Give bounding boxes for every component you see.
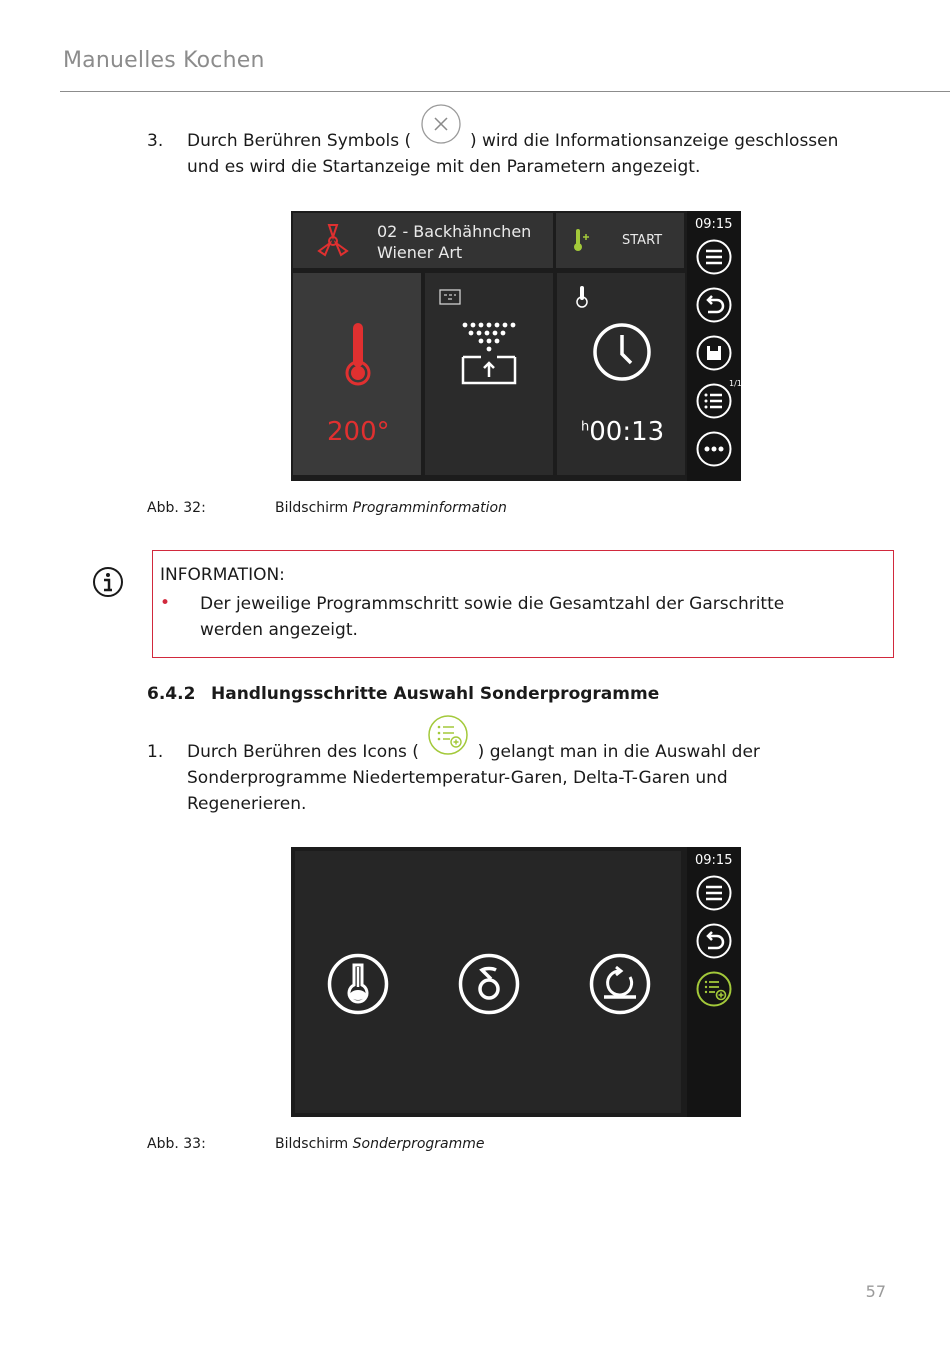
figure-label: Abb. 32: xyxy=(147,500,206,516)
program-selection-area xyxy=(295,851,681,1113)
device-screen-program-info xyxy=(291,211,741,481)
device-screen-special-programs xyxy=(291,847,741,1117)
thermometer-icon xyxy=(341,321,375,391)
caption-text: Bildschirm xyxy=(275,500,353,516)
close-icon xyxy=(419,102,463,154)
special-programs-icon xyxy=(426,713,470,765)
page-indicator: 1/1 xyxy=(729,379,742,388)
info-bullet-text xyxy=(200,591,784,643)
timer-unit: h xyxy=(581,419,590,435)
clock-icon xyxy=(591,321,653,387)
info-icon xyxy=(92,566,124,602)
time-tile[interactable] xyxy=(557,273,685,475)
special-programs-icon[interactable] xyxy=(696,971,732,1007)
save-icon[interactable] xyxy=(696,335,732,371)
step-text xyxy=(187,739,907,817)
figure-caption xyxy=(275,1136,485,1152)
delta-t-program-icon[interactable] xyxy=(458,953,520,1019)
temperature-value: 200° xyxy=(327,417,390,447)
more-icon[interactable] xyxy=(696,431,732,467)
core-probe-icon xyxy=(570,227,590,257)
timer-display xyxy=(581,417,664,447)
step-text-line: Regenerieren. xyxy=(187,794,307,814)
clock-time: 09:15 xyxy=(695,217,733,232)
step-text-part: Durch Berühren Symbols ( xyxy=(187,131,412,151)
section-number: 6.4.2 xyxy=(147,684,196,704)
timer-value: 00:13 xyxy=(589,417,665,447)
step-text-line: und es wird die Startanzeige mit den Parametern angezeigt. xyxy=(187,157,701,177)
program-bar[interactable] xyxy=(293,213,553,268)
back-icon[interactable] xyxy=(696,287,732,323)
menu-icon[interactable] xyxy=(696,239,732,275)
step-text-part: Durch Berühren des Icons ( xyxy=(187,742,419,762)
step-text xyxy=(187,128,907,180)
info-heading: INFORMATION: xyxy=(160,565,285,585)
step-number: 3. xyxy=(147,131,164,151)
program-list-icon[interactable] xyxy=(696,383,732,419)
low-temperature-program-icon[interactable] xyxy=(327,953,389,1019)
step-number: 1. xyxy=(147,742,164,762)
figure-caption xyxy=(275,500,507,516)
step-text-part: ) wird die Informationsanzeige geschlossen xyxy=(469,131,839,151)
humidity-tile[interactable] xyxy=(425,273,553,475)
caption-text: Bildschirm xyxy=(275,1136,353,1152)
section-title: Handlungsschritte Auswahl Sonderprogramme xyxy=(211,684,660,704)
program-name-line2: Wiener Art xyxy=(377,243,463,262)
program-name-line1: 02 - Backhähnchen xyxy=(377,222,532,241)
page-header-title: Manuelles Kochen xyxy=(63,48,265,73)
regenerate-program-icon[interactable] xyxy=(589,953,651,1019)
caption-italic: Programminformation xyxy=(352,500,507,516)
info-bullet-line: Der jeweilige Programmschritt sowie die Gesamtzahl der Garschritte xyxy=(200,594,785,614)
step-text-line: Sonderprogramme Niedertemperatur-Garen, Delta-T-Garen und xyxy=(187,768,728,788)
figure-label: Abb. 33: xyxy=(147,1136,206,1152)
sidebar xyxy=(687,211,741,481)
back-icon[interactable] xyxy=(696,923,732,959)
step-text-part: ) gelangt man in die Auswahl der xyxy=(477,742,760,762)
info-bullet-line: werden angezeigt. xyxy=(200,620,358,640)
bullet-icon: • xyxy=(160,593,171,613)
clock-time: 09:15 xyxy=(695,853,733,868)
fan-icon xyxy=(313,221,353,265)
caption-italic: Sonderprogramme xyxy=(352,1136,485,1152)
information-box xyxy=(152,550,894,658)
probe-small-icon xyxy=(575,285,589,313)
page-number: 57 xyxy=(865,1282,886,1301)
sidebar xyxy=(687,847,741,1117)
temperature-tile[interactable] xyxy=(293,273,421,475)
start-area[interactable] xyxy=(556,213,684,268)
header-divider xyxy=(60,91,950,92)
start-label: START xyxy=(622,233,663,248)
steam-injection-icon xyxy=(459,321,519,391)
steam-mode-icon xyxy=(439,289,461,309)
menu-icon[interactable] xyxy=(696,875,732,911)
